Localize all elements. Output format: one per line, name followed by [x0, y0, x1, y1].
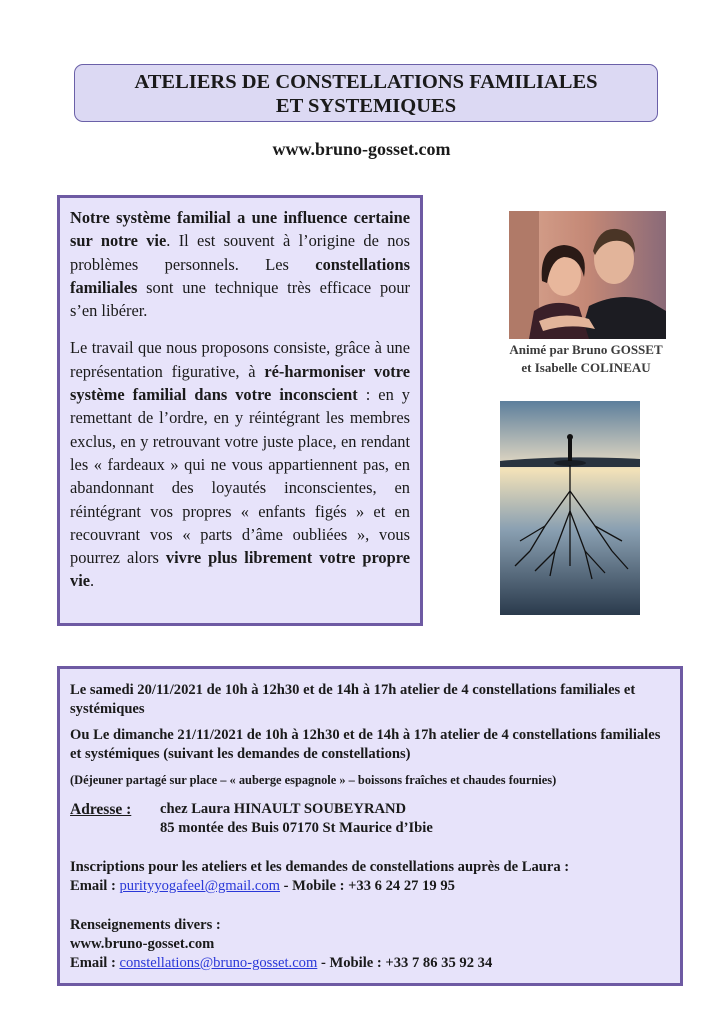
intro-paragraph-1: [70, 206, 410, 322]
session-saturday: Le samedi 20/11/2021 de 10h à 12h30 et de 14h à 17h atelier de 4 constellations familiales et systémiques: [70, 682, 636, 717]
intro-box: [57, 195, 423, 626]
intro-bold-3: ré-harmoniser votre système familial dans votre inconscient: [70, 361, 410, 405]
address-line-1: chez Laura HINAULT SOUBEYRAND: [160, 801, 407, 817]
email-link-constellations[interactable]: constellations@bruno-gosset.com: [119, 955, 318, 971]
address-lines: [160, 800, 433, 838]
contact-line-1: [70, 877, 670, 896]
address-line-2: 85 montée des Buis 07170 St Maurice d’Ibie: [160, 820, 433, 836]
intro-bold-2: constellations familiales: [70, 254, 410, 297]
title-line-1: ATELIERS DE CONSTELLATIONS FAMILIALES: [134, 71, 598, 93]
registration-line: Inscriptions pour les ateliers et les demandes de constellations auprès de Laura :: [70, 859, 570, 875]
intro-bold-4: vivre plus librement votre propre vie: [70, 548, 410, 591]
caption-line-1: Animé par Bruno GOSSET: [509, 342, 663, 357]
title-banner: [74, 64, 658, 122]
mobile-laura: - Mobile : +33 6 24 27 19 95: [280, 878, 455, 894]
address-block: [70, 800, 670, 838]
email-link-laura[interactable]: purityyogafeel@gmail.com: [119, 878, 281, 894]
intro-text-2: sont une technique très efficace pour s’en libérer.: [70, 277, 410, 321]
website-heading[interactable]: www.bruno-gosset.com: [272, 139, 451, 159]
misc-title: Renseignements divers :: [70, 917, 221, 933]
title-line-2: ET SYSTEMIQUES: [275, 95, 457, 117]
lunch-note: (Déjeuner partagé sur place – « auberge espagnole » – boissons fraîches et chaudes fournies): [70, 773, 557, 787]
contact-line-2: [70, 954, 670, 973]
event-info-box: [57, 666, 683, 986]
intro-text-4: : en y remettant de l’ordre, en y réintégrant les membres exclus, en y retrouvant votre juste place, en rendant les « fardeaux » qui ne vous appartiennent pas, en abandonnant des loyautés inconscientes, en réintégrant vos propres « enfants figés » et en recouvrant vos « parts d’âme oubliées », vous pourrez alors: [70, 385, 410, 568]
intro-bold-1: Notre système familial a une influence certaine sur notre vie: [70, 208, 410, 251]
intro-text-5: .: [90, 571, 95, 591]
facilitators-photo: [509, 211, 666, 339]
misc-website[interactable]: www.bruno-gosset.com: [70, 936, 215, 952]
mobile-bruno: - Mobile : +33 7 86 35 92 34: [317, 955, 493, 971]
session-sunday: Ou Le dimanche 21/11/2021 de 10h à 12h30 et de 14h à 17h atelier de 4 constellations familiales et systémiques (suivant les demandes de constellations): [70, 727, 661, 762]
caption-line-2: et Isabelle COLINEAU: [521, 360, 651, 375]
email-label-1: Email :: [70, 878, 120, 894]
intro-paragraph-2: [70, 336, 410, 592]
address-label: Adresse :: [70, 801, 132, 818]
email-label-2: Email :: [70, 955, 120, 971]
intro-text-3: Le travail que nous proposons consiste, grâce à une représentation figurative, à: [70, 338, 410, 381]
intro-text-1: . Il est souvent à l’origine de nos problèmes personnels. Les: [70, 231, 410, 274]
photo-caption: [455, 341, 717, 377]
tree-reflection-image: [500, 401, 640, 615]
